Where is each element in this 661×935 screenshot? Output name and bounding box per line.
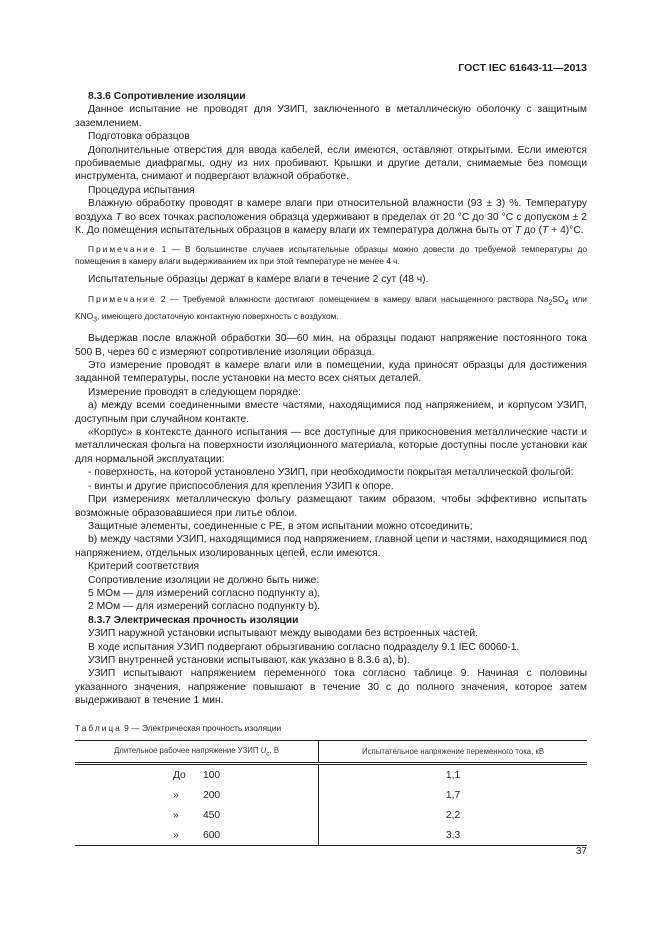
text: 450 xyxy=(202,809,221,821)
page-number: 37 xyxy=(575,846,587,857)
document-body xyxy=(75,90,587,708)
text: » xyxy=(172,809,179,821)
paragraph: 2 МОм — для измерений согласно подпункту b). xyxy=(88,601,321,613)
text: 200 xyxy=(202,789,221,801)
column-header-test-voltage: Испытательное напряжение переменного тока, кВ xyxy=(319,741,587,764)
section-heading-8-3-7: 8.3.7 Электрическая прочность изоляции xyxy=(88,614,299,626)
text: 4 xyxy=(564,299,569,307)
text: » xyxy=(172,789,179,801)
text: 600 xyxy=(202,829,221,841)
note-2 xyxy=(75,293,587,326)
text: 1 — В большинстве случаев испытательные образцы можно довести до требуемой температуры до помещения в камеру влаги выдерживанием их при этой температуре не менее 4 ч. xyxy=(75,244,587,267)
note-1 xyxy=(75,243,587,267)
paragraph: Данное испытание не проводят для УЗИП, заключенного в металлическую оболочку с защитным заземлением. xyxy=(75,104,587,129)
paragraph: - поверхность, на которой установлено УЗИП, при необходимости покрытая металлической фольгой: xyxy=(88,467,574,479)
test-voltage-cell: 1,1 xyxy=(445,769,461,781)
paragraph: Сопротивление изоляции не должно быть ниже: xyxy=(88,574,320,586)
text: Влажную обработку проводят в камере влаги при относительной влажности (93 ± 3) %. Температуру воздуха xyxy=(75,198,587,223)
paragraph: Критерий соответствия xyxy=(88,561,200,573)
text: или KNO xyxy=(75,293,587,321)
paragraph: В ходе испытания УЗИП подвергают обрызгиванию согласно подразделу 9.1 IEC 60060-1. xyxy=(88,641,520,653)
text: Длительное рабочее напряжение УЗИП xyxy=(114,745,261,755)
section-heading-8-3-6: 8.3.6 Сопротивление изоляции xyxy=(88,91,246,102)
text: » xyxy=(172,829,179,841)
text: 9 — Электрическая прочность изоляции xyxy=(121,723,282,733)
text: до ( xyxy=(521,225,543,237)
table-caption xyxy=(75,723,281,733)
paragraph: b) между частями УЗИП, находящимися под напряжением, главной цепи и частями, находящимися под напряжением, отдельных изолированных цепей, если имеются. xyxy=(75,534,587,559)
paragraph: Дополнительные отверстия для ввода кабелей, если имеются, оставляют открытыми. Если имеются пробиваемые диафрагмы, одну из них пробивают. Крышки и другие детали, снимаемые без помощи инструмента, снимают и подвергают влажной обработке. xyxy=(75,144,587,183)
text: 3 xyxy=(93,316,98,324)
paragraph: a) между всеми соединенными вместе частями, находящимися под напряжением, и корпусом УЗИП, доступным при случайном контакте. xyxy=(75,400,587,425)
paragraph: Это измерение проводят в камере влаги или в помещении, куда приносят образцы для достижения заданной температуры, после установки на место всех снятых деталей. xyxy=(75,360,587,385)
table-row xyxy=(75,764,587,786)
text: U xyxy=(260,745,267,755)
text: T xyxy=(115,211,122,223)
text: T xyxy=(514,225,522,237)
voltage-cell xyxy=(75,825,319,846)
paragraph: Защитные элементы, соединенные с РЕ, в этом испытании можно отсоединить; xyxy=(88,520,473,532)
text: Таблица xyxy=(75,723,122,733)
voltage-cell xyxy=(75,764,319,786)
table-row xyxy=(75,825,587,846)
test-voltage-cell: 2,2 xyxy=(445,809,461,821)
paragraph: - винты и другие приспособления для крепления УЗИП к опоре. xyxy=(88,480,394,492)
paragraph: Измерение проводят в следующем порядке: xyxy=(88,386,302,398)
voltage-cell xyxy=(75,785,319,805)
paragraph: Процедура испытания xyxy=(88,184,195,196)
paragraph: УЗИП наружной установки испытывают между выводами без встроенных частей. xyxy=(88,628,479,640)
paragraph: При измерениях металлическую фольгу размещают таким образом, чтобы эффективно испытать возможные образовавшиеся при литье облои. xyxy=(75,494,587,519)
paragraph: УЗИП внутренней установки испытывают, как указано в 8.3.6 a), b). xyxy=(88,654,410,666)
text: T xyxy=(542,225,549,237)
voltage-cell xyxy=(75,805,319,825)
text: 100 xyxy=(202,769,221,781)
paragraph: 5 МОм — для измерений согласно подпункту a), xyxy=(88,587,321,599)
paragraph: Выдержав после влажной обработки 30—60 мин, на образцы подают напряжение постоянного тока 500 В, через 60 с измеряют сопротивление изоляции образца. xyxy=(75,333,587,358)
paragraph: «Корпус» в контексте данного испытания — все доступные для прикосновения металлические части и металлическая фольга на поверхности изоляционного материала, которые доступны после установки как для нормальной эксплуатации: xyxy=(75,427,587,465)
table-row xyxy=(75,785,587,805)
note-label: Примечание xyxy=(88,244,157,255)
text: До xyxy=(172,769,186,781)
test-voltage-cell: 1,7 xyxy=(445,789,461,801)
text: во всех точках расположения образца удерживают в пределах от 20 °С до 30 °С с допуском ± 2 К. До помещения испытательных образцов в камеру влаги их температура должна быть от xyxy=(75,211,587,237)
column-header-voltage xyxy=(75,741,319,764)
paragraph xyxy=(75,197,587,237)
text: c xyxy=(266,750,270,758)
text: + 4)°С. xyxy=(548,225,584,237)
test-voltage-cell: 3,3 xyxy=(319,825,587,846)
paragraph: Подготовка образцов xyxy=(88,131,190,143)
text: 2 xyxy=(548,299,553,307)
paragraph: УЗИП испытывают напряжением переменного тока согласно таблице 9. Начиная с половины указанного значения, напряжение повышают в течение 30 с до полного значения, которое затем выдерживают в течение 1 мин. xyxy=(75,668,587,707)
text: , имеющего достаточную контактную поверхность с воздухом. xyxy=(97,310,339,321)
table-row xyxy=(75,805,587,825)
text: , В xyxy=(269,745,280,755)
document-header: ГОСТ IEC 61643-11—2013 xyxy=(458,62,587,74)
insulation-strength-table xyxy=(75,740,587,846)
paragraph: Испытательные образцы держат в камере влаги в течение 2 сут (48 ч). xyxy=(88,274,429,286)
text: SO xyxy=(552,293,565,304)
text: 2 — Требуемой влажности достигают помещением в камеру влаги насыщенного раствора Na xyxy=(156,293,549,304)
note-label: Примечание xyxy=(88,293,157,304)
